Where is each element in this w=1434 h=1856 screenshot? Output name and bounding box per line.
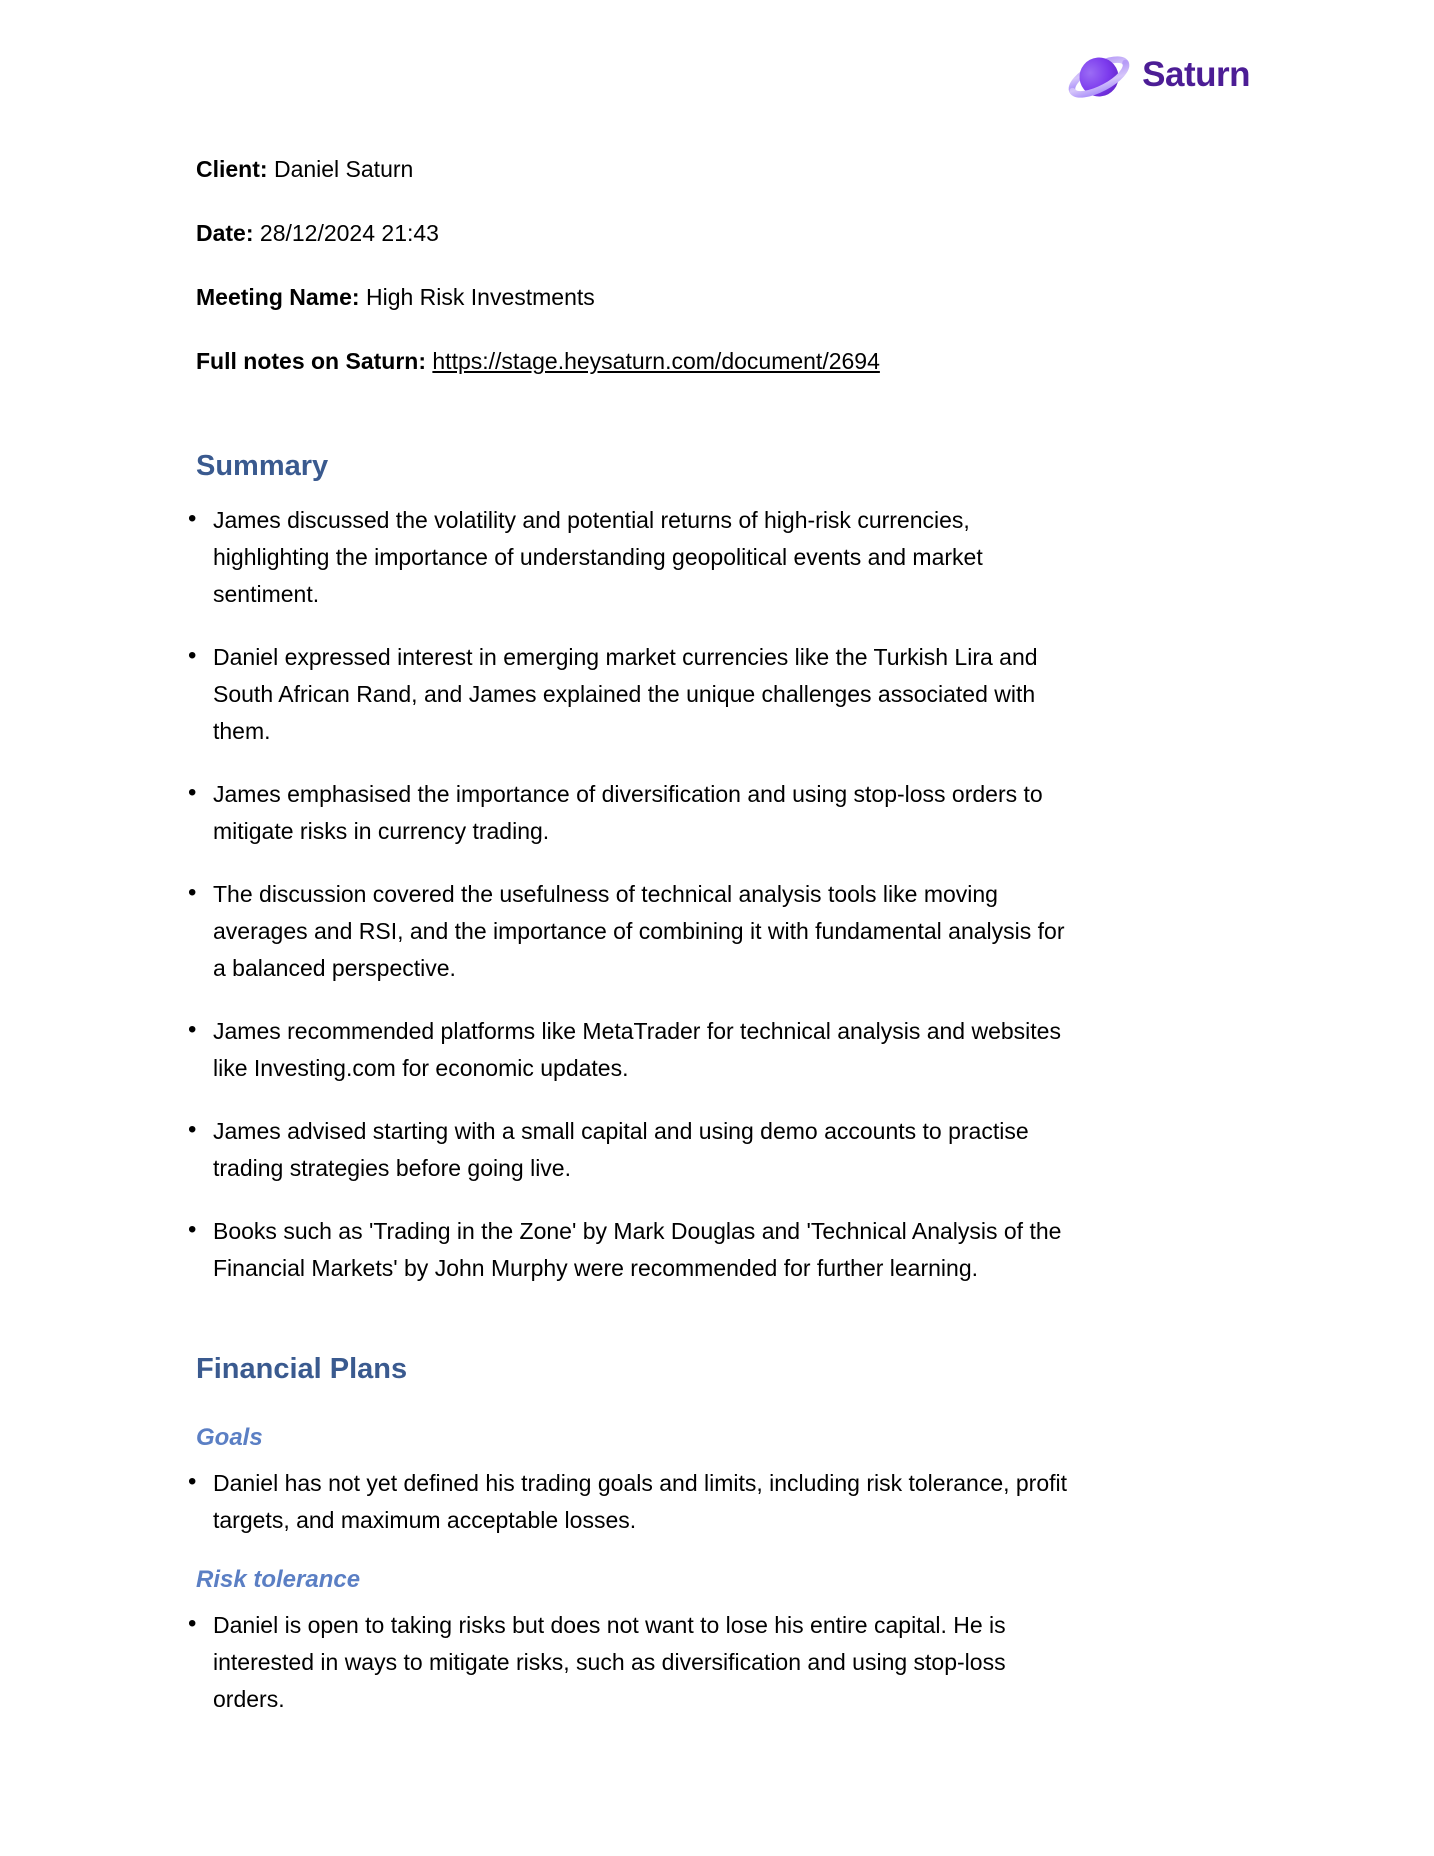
client-line: [196, 154, 1089, 184]
full-notes-link[interactable]: https://stage.heysaturn.com/document/2694: [432, 348, 880, 374]
client-label: Client:: [196, 156, 268, 182]
list-item: • James emphasised the importance of diversification and using stop-loss orders to mitigate risks in currency trading.: [213, 776, 1073, 850]
document-body: [0, 108, 1434, 1718]
list-item: • Daniel expressed interest in emerging market currencies like the Turkish Lira and South African Rand, and James explained the unique challenges associated with them.: [213, 639, 1073, 750]
summary-heading: Summary: [196, 450, 329, 482]
date-line: [196, 218, 1089, 248]
full-notes-line: [196, 346, 1089, 376]
meeting-name-label: Meeting Name:: [196, 284, 360, 310]
header: [0, 0, 1434, 108]
risk-tolerance-subheading: Risk tolerance: [196, 1566, 361, 1593]
list-item: • Daniel has not yet defined his trading goals and limits, including risk tolerance, profit targets, and maximum acceptable losses.: [213, 1465, 1073, 1539]
client-value: Daniel Saturn: [273, 156, 414, 182]
saturn-logo: [1066, 44, 1250, 106]
goals-subheading: Goals: [196, 1424, 263, 1451]
summary-list: [196, 502, 1089, 1287]
list-item: • James discussed the volatility and potential returns of high-risk currencies, highlighting the importance of understanding geopolitical events and market sentiment.: [213, 502, 1073, 613]
date-label: Date:: [196, 220, 254, 246]
financial-plans-heading: Financial Plans: [196, 1353, 408, 1385]
saturn-wordmark: Saturn: [1142, 55, 1250, 94]
risk-tolerance-list: [196, 1607, 1089, 1718]
list-item: • Daniel is open to taking risks but does not want to lose his entire capital. He is interested in ways to mitigate risks, such as diversification and using stop-loss orders.: [213, 1607, 1073, 1718]
goals-list: [196, 1465, 1089, 1539]
list-item: • Books such as 'Trading in the Zone' by Mark Douglas and 'Technical Analysis of the Financial Markets' by John Murphy were recommended for further learning.: [213, 1213, 1073, 1287]
list-item: • The discussion covered the usefulness of technical analysis tools like moving averages and RSI, and the importance of combining it with fundamental analysis for a balanced perspective.: [213, 876, 1073, 987]
list-item: • James recommended platforms like MetaTrader for technical analysis and websites like Investing.com for economic updates.: [213, 1013, 1073, 1087]
date-value: 28/12/2024 21:43: [259, 220, 439, 246]
full-notes-label: Full notes on Saturn:: [196, 348, 426, 374]
list-item: • James advised starting with a small capital and using demo accounts to practise trading strategies before going live.: [213, 1113, 1073, 1187]
meeting-name-value: High Risk Investments: [365, 284, 595, 310]
meeting-name-line: [196, 282, 1089, 312]
saturn-planet-icon: [1066, 44, 1132, 106]
